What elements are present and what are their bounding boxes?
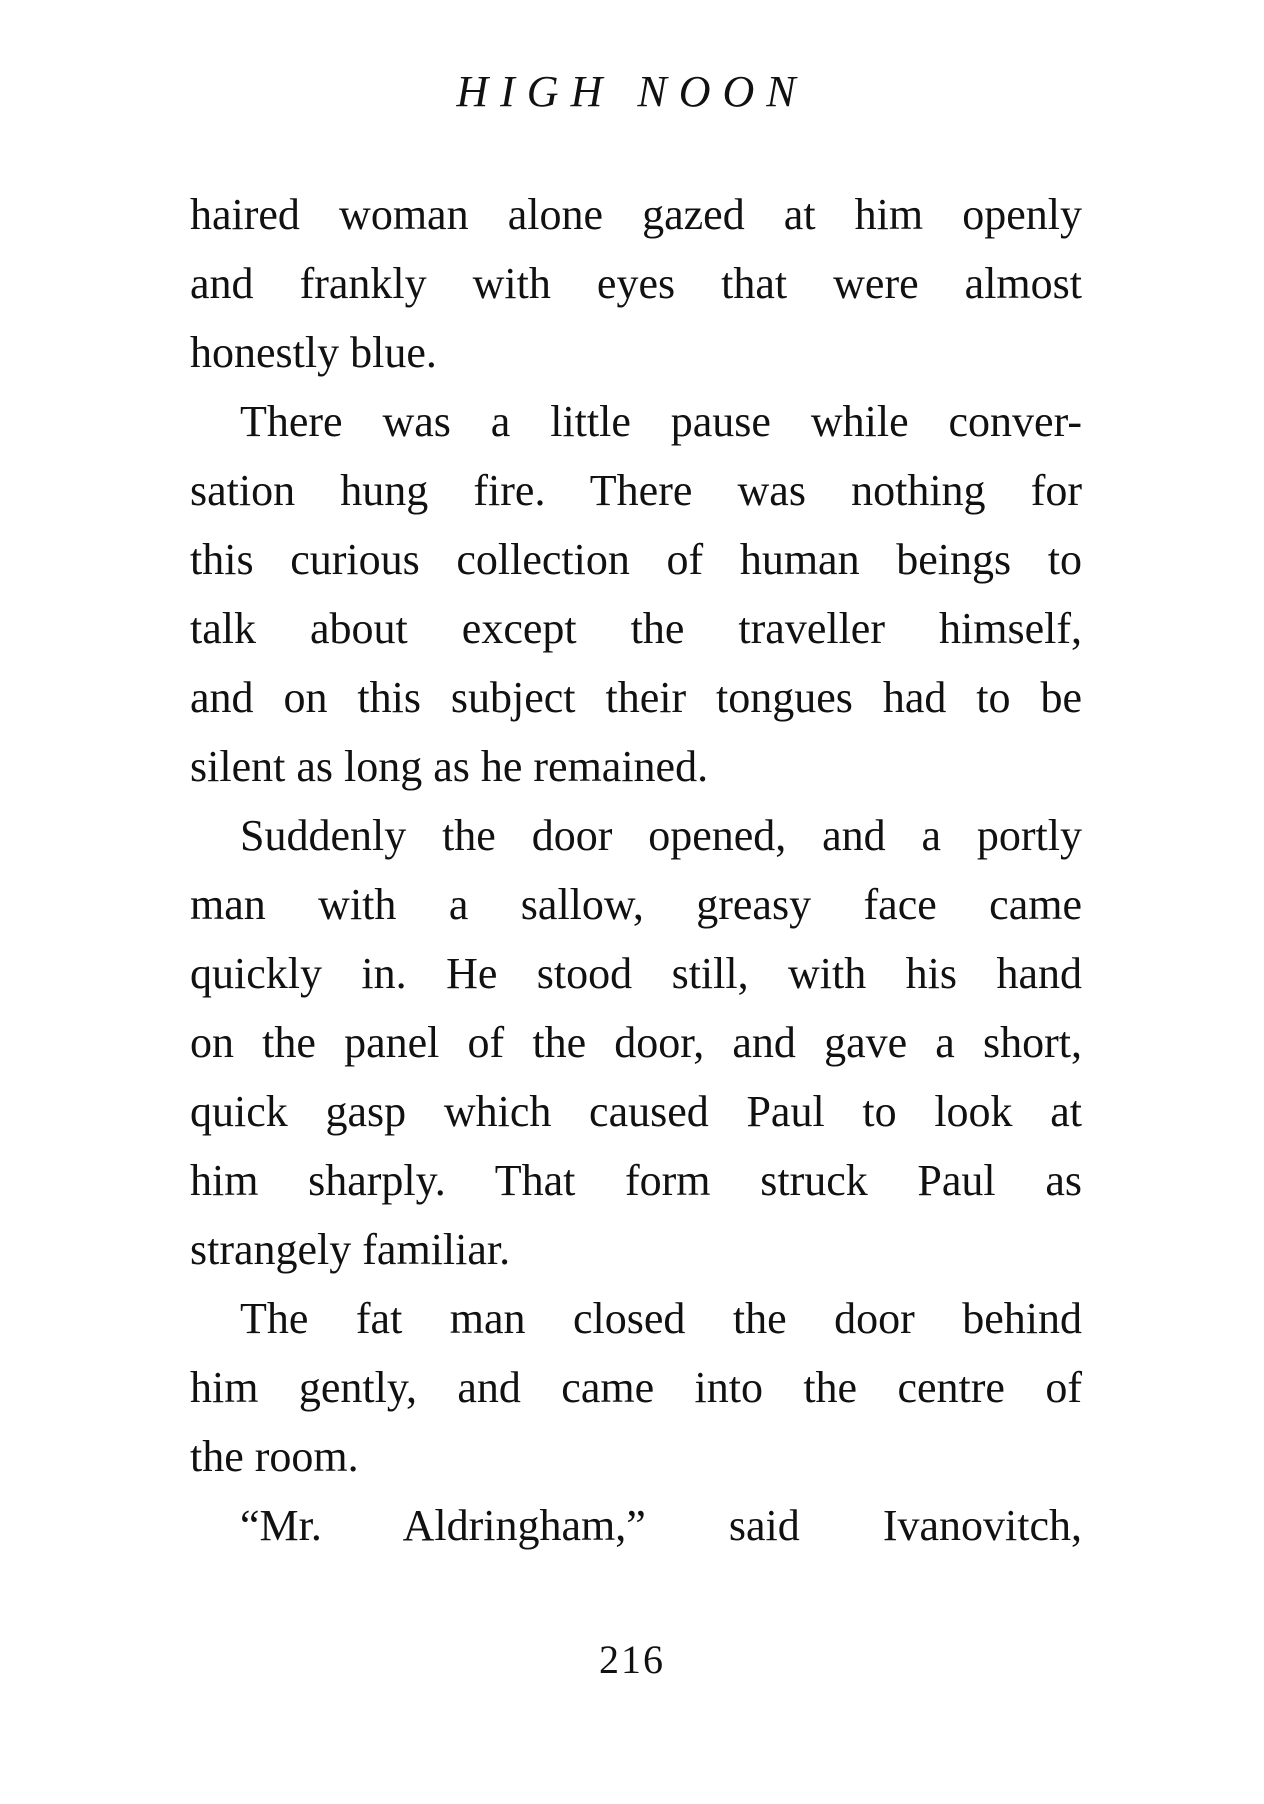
text-line: this curious collection of human beings to	[190, 535, 1082, 584]
text-line: The fat man closed the door behind	[240, 1294, 1082, 1343]
text-line: quick gasp which caused Paul to look at	[190, 1087, 1082, 1136]
text-line: sation hung fire. There was nothing for	[190, 466, 1082, 515]
body-text	[190, 180, 1082, 1560]
text-line: honestly blue.	[190, 328, 437, 377]
text-line: and frankly with eyes that were almost	[190, 259, 1082, 308]
text-line: haired woman alone gazed at him openly	[190, 190, 1082, 239]
text-line: Suddenly the door opened, and a portly	[240, 811, 1082, 860]
text-line: strangely familiar.	[190, 1225, 511, 1274]
page-number: 216	[599, 1637, 665, 1682]
text-line: quickly in. He stood still, with his hand	[190, 949, 1082, 998]
text-line: man with a sallow, greasy face came	[190, 880, 1082, 929]
text-line: talk about except the traveller himself,	[190, 604, 1082, 653]
text-line: on the panel of the door, and gave a short,	[190, 1018, 1082, 1067]
text-line: him gently, and came into the centre of	[190, 1363, 1082, 1412]
text-line: There was a little pause while conver-	[240, 397, 1082, 446]
text-line: and on this subject their tongues had to be	[190, 673, 1082, 722]
running-head: HIGH NOON	[456, 67, 808, 116]
text-line: the room.	[190, 1432, 359, 1481]
text-line: “Mr. Aldringham,” said Ivanovitch,	[240, 1501, 1082, 1550]
text-line: silent as long as he remained.	[190, 742, 709, 791]
text-line: him sharply. That form struck Paul as	[190, 1156, 1082, 1205]
